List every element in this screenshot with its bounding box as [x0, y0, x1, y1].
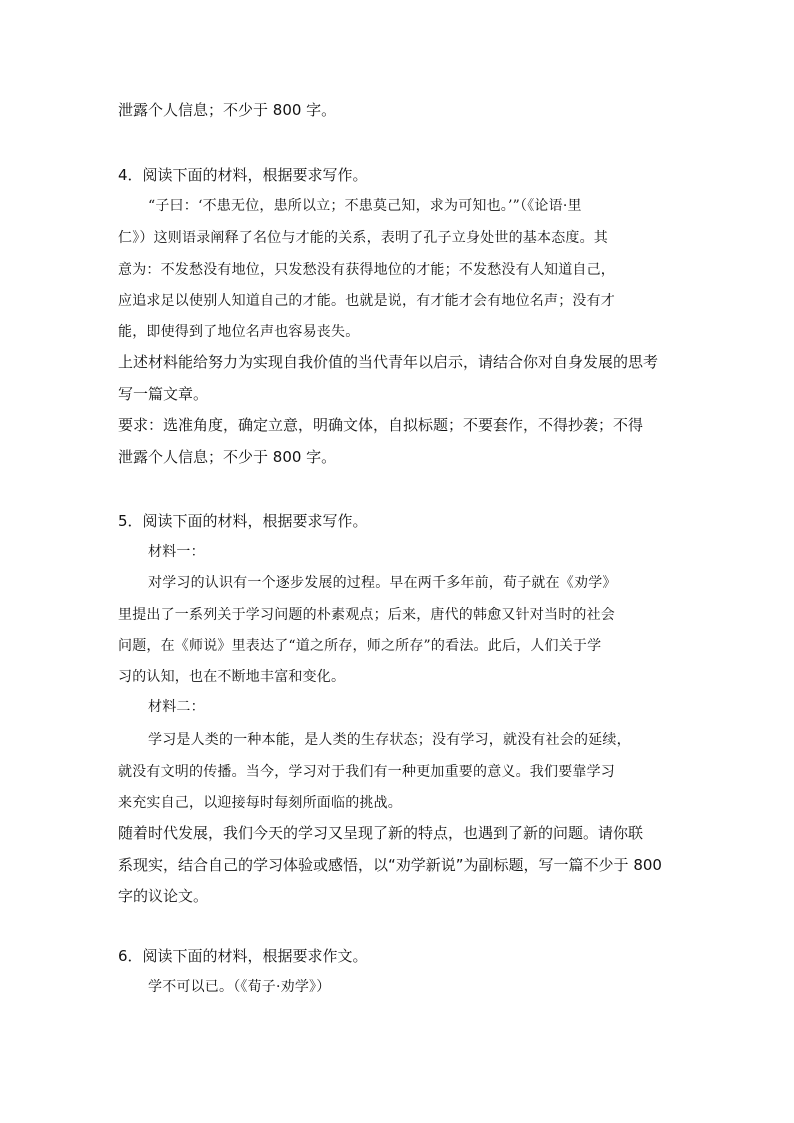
q5-material1-line: 问题，在《师说》里表达了“道之所存，师之所存”的看法。此后，人们关于学	[118, 638, 602, 654]
prev-requirement-tail: 泄露个人信息；不少于 800 字。	[118, 101, 337, 119]
q5-heading: 5．阅读下面的材料，根据要求写作。	[118, 512, 368, 530]
q4-quote-line: 应追求足以使别人知道自己的才能。也就是说，有才能才会有地位名声；没有才	[118, 293, 615, 309]
q4-quote-line: 能，即使得到了地位名声也容易丧失。	[118, 324, 360, 340]
q4-quote-line: “子曰：‘不患无位，患所以立；不患莫己知，求为可知也。’”（《论语·里	[148, 198, 582, 214]
q5-prompt-line: 系现实，结合自己的学习体验或感悟，以“劝学新说”为副标题，写一篇不少于 800	[118, 856, 662, 874]
q5-material1-line: 里提出了一系列关于学习问题的朴素观点；后来，唐代的韩愈又针对当时的社会	[118, 607, 615, 623]
q5-material2-line: 就没有文明的传播。当今，学习对于我们有一种更加重要的意义。我们要靠学习	[118, 764, 615, 780]
q4-prompt-line: 写一篇文章。	[118, 385, 209, 403]
q6-heading: 6．阅读下面的材料，根据要求作文。	[118, 947, 368, 965]
q4-heading: 4．阅读下面的材料，根据要求写作。	[118, 166, 368, 184]
q5-material2-line: 来充实自己，以迎接每时每刻所面临的挑战。	[118, 795, 402, 811]
q5-material2-line: 学习是人类的一种本能，是人类的生存状态；没有学习，就没有社会的延续，	[148, 732, 631, 748]
q4-requirement-line: 要求：选准角度，确定立意，明确文体，自拟标题；不要套作，不得抄袭；不得	[118, 416, 644, 434]
q4-quote-line: 仁》）这则语录阐释了名位与才能的关系，表明了孔子立身处世的基本态度。其	[118, 230, 608, 246]
q5-prompt-line: 随着时代发展，我们今天的学习又呈现了新的特点，也遇到了新的问题。请你联	[118, 824, 644, 842]
q4-requirement-line: 泄露个人信息；不少于 800 字。	[118, 448, 337, 466]
q5-material1-line: 习的认知，也在不断地丰富和变化。	[118, 669, 346, 685]
q6-quote: 学不可以已。（《荀子·劝学》）	[148, 979, 331, 995]
q4-prompt-line: 上述材料能给努力为实现自我价值的当代青年以启示，请结合你对自身发展的思考	[118, 353, 659, 371]
q5-material1-title: 材料一：	[148, 544, 205, 560]
q5-prompt-line: 字的议论文。	[118, 887, 209, 905]
q5-material1-line: 对学习的认识有一个逐步发展的过程。早在两千多年前，荀子就在《劝学》	[148, 575, 617, 591]
q4-quote-line: 意为：不发愁没有地位，只发愁没有获得地位的才能；不发愁没有人知道自己，	[118, 262, 615, 278]
q5-material2-title: 材料二：	[148, 699, 205, 715]
